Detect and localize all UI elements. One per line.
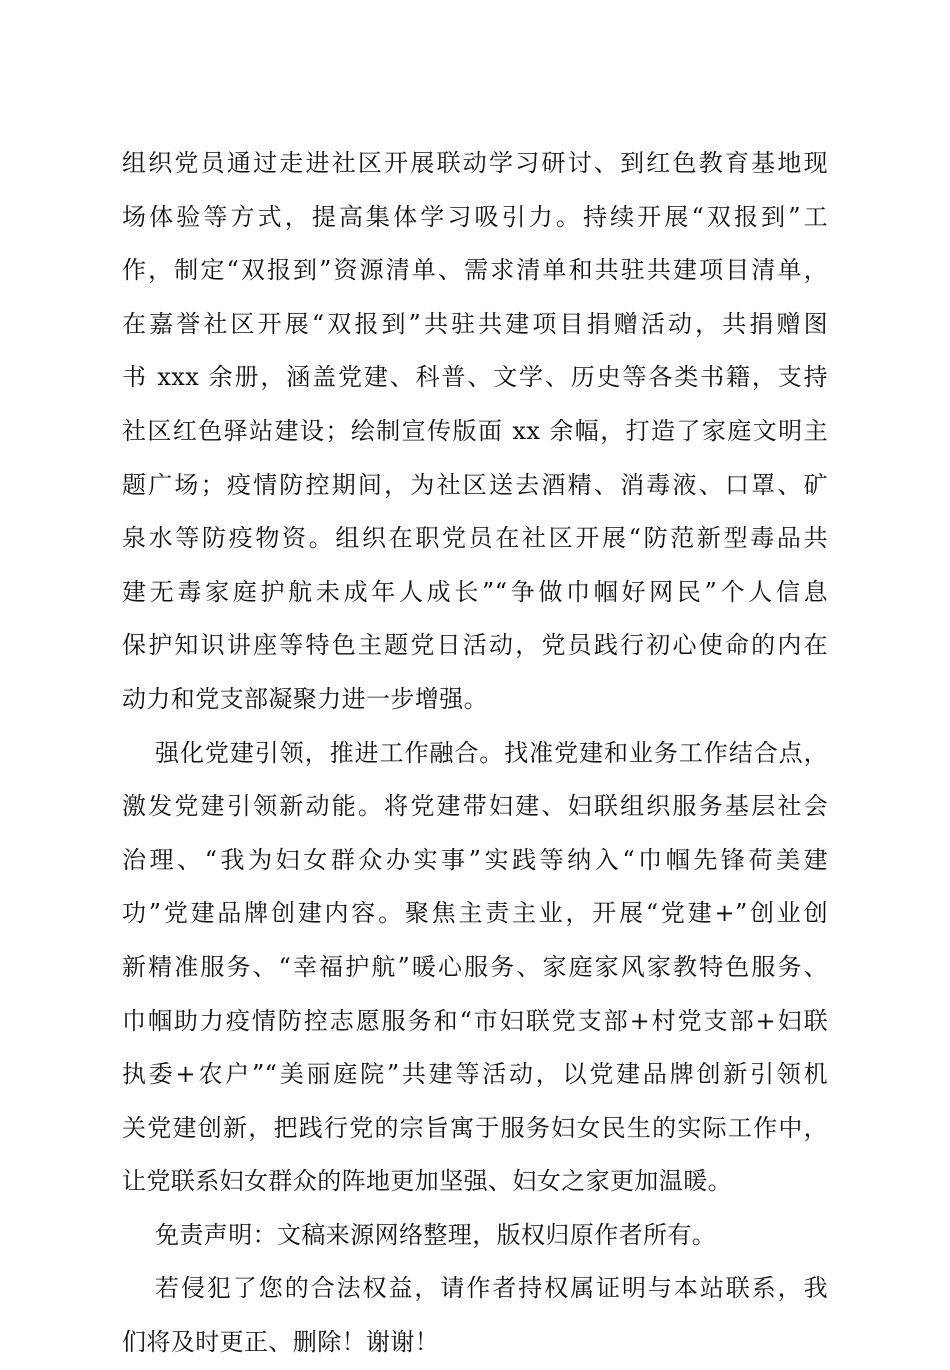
paragraph-1-line: 社区红色驿站建设；绘制宣传版面 xx 余幅，打造了家庭文明主: [122, 416, 828, 445]
paragraph-1-line: 场体验等方式，提高集体学习吸引力。持续开展“双报到”工: [122, 202, 828, 231]
paragraph-2-line: 关党建创新，把践行党的宗旨寓于服务妇女民生的实际工作中，: [122, 1113, 828, 1142]
paragraph-1-line: 在嘉誉社区开展“双报到”共驻共建项目捐赠活动，共捐赠图: [122, 309, 828, 338]
paragraph-1-line: 保护知识讲座等特色主题党日活动，党员践行初心使命的内在: [122, 631, 828, 660]
paragraph-1-line: 题广场；疫情防控期间，为社区送去酒精、消毒液、口罩、矿: [122, 470, 828, 499]
paragraph-2-line: 巾帼助力疫情防控志愿服务和“市妇联党支部+村党支部+妇联: [122, 1006, 828, 1035]
paragraph-1-line: 书 xxx 余册，涵盖党建、科普、文学、历史等各类书籍，支持: [122, 363, 828, 392]
paragraph-2-line: 治理、“我为妇女群众办实事”实践等纳入“巾帼先锋荷美建: [122, 845, 828, 874]
paragraph-2-line: 让党联系妇女群众的阵地更加坚强、妇女之家更加温暖。: [122, 1167, 732, 1196]
paragraph-1-line: 作，制定“双报到”资源清单、需求清单和共驻共建项目清单，: [122, 256, 828, 285]
paragraph-1-line: 动力和党支部凝聚力进一步增强。: [122, 684, 488, 713]
paragraph-1-line: 组织党员通过走进社区开展联动学习研讨、到红色教育基地现: [122, 149, 828, 177]
paragraph-2-line: 功”党建品牌创建内容。聚焦主责主业，开展“党建+”创业创: [122, 899, 828, 928]
paragraph-2-line: 强化党建引领，推进工作融合。找准党建和业务工作结合点，: [155, 738, 828, 767]
disclaimer-line: 若侵犯了您的合法权益，请作者持权属证明与本站联系，我: [155, 1274, 828, 1303]
paragraph-2-line: 激发党建引领新动能。将党建带妇建、妇联组织服务基层社会: [122, 792, 828, 821]
disclaimer-line: 免责声明：文稿来源网络整理，版权归原作者所有。: [155, 1220, 717, 1249]
paragraph-2-line: 执委+农户”“美丽庭院”共建等活动，以党建品牌创新引领机: [122, 1060, 828, 1089]
disclaimer-line: 们将及时更正、删除！谢谢！: [122, 1328, 440, 1357]
paragraph-2-line: 新精准服务、“幸福护航”暖心服务、家庭家风家教特色服务、: [122, 952, 828, 981]
paragraph-1-line: 建无毒家庭护航未成年人成长”“争做巾帼好网民”个人信息: [122, 577, 828, 606]
paragraph-1-line: 泉水等防疫物资。组织在职党员在社区开展“防范新型毒品共: [122, 524, 828, 553]
document-body: [122, 137, 828, 1370]
